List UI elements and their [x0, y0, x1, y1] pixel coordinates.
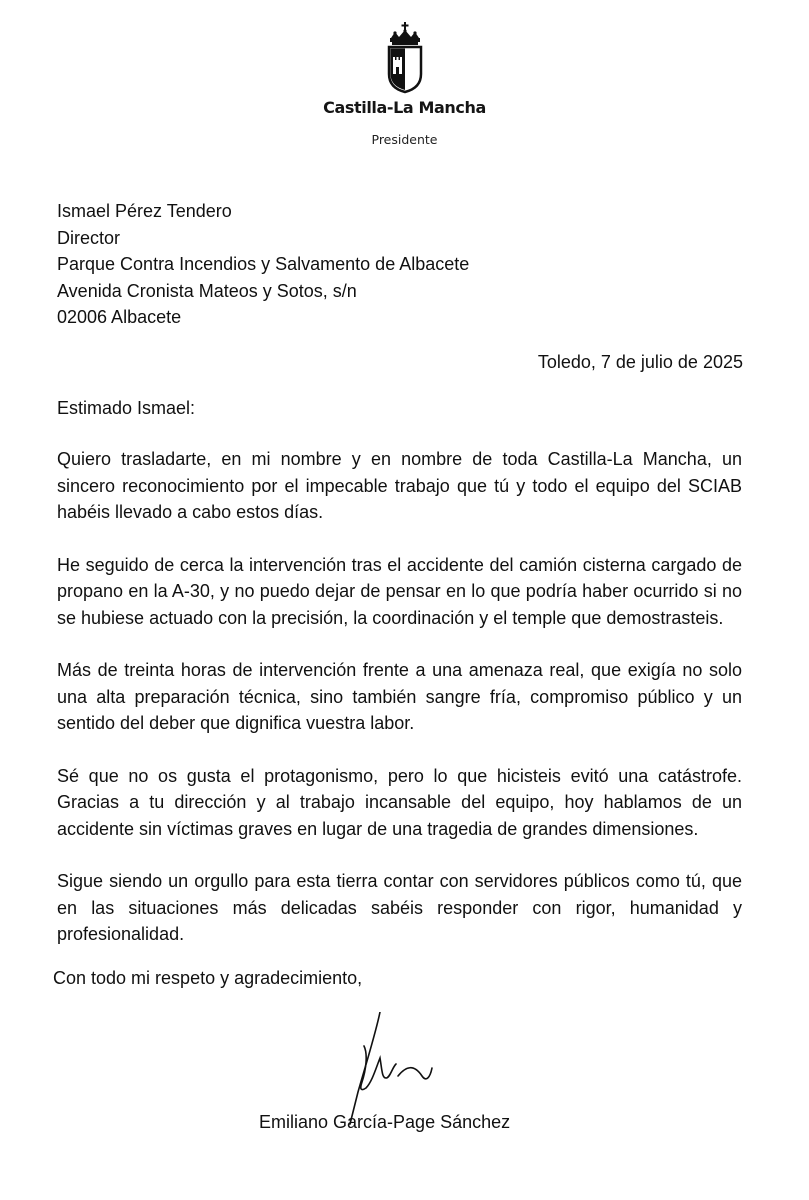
body-paragraph: Quiero trasladarte, en mi nombre y en nombre de toda Castilla-La Mancha, un sincero reconocimiento por el impecable trabajo que tú y todo el equipo del SCIAB habéis llevado a cabo estos días. — [57, 449, 742, 522]
letter-date: Toledo, 7 de julio de 2025 — [537, 352, 743, 372]
organization-role: Presidente — [371, 132, 438, 147]
recipient-name: Ismael Pérez Tendero — [57, 201, 232, 221]
castilla-la-mancha-crest-logo — [383, 22, 427, 94]
salutation: Estimado Ismael: — [57, 398, 196, 418]
recipient-city: 02006 Albacete — [57, 307, 182, 327]
recipient-title: Director — [57, 227, 121, 248]
body-paragraph: Sigue siendo un orgullo para esta tierra contar con servidores públicos como tú, que en las situaciones más delicadas sabéis responder con rigor, humanidad y profesionalidad. — [57, 871, 742, 944]
recipient-street: Avenida Cronista Mateos y Sotos, s/n — [57, 280, 357, 301]
recipient-institution: Parque Contra Incendios y Salvamento de Albacete — [57, 254, 470, 274]
letter-body — [57, 446, 742, 974]
recipient-address-block — [57, 198, 469, 331]
body-paragraph: Más de treinta horas de intervención frente a una amenaza real, que exigía no solo una alta preparación técnica, sino también sangre fría, compromiso público y un sentido del deber que dignifica vuestra labor. — [57, 660, 742, 733]
body-paragraph: He seguido de cerca la intervención tras el accidente del camión cisterna cargado de propano en la A-30, y no puedo dejar de pensar en lo que podría haber ocurrido si no se hubiese actuado con la precisión, la coordinación y el temple que demostrasteis. — [57, 554, 742, 628]
body-paragraph: Sé que no os gusta el protagonismo, pero lo que hicisteis evitó una catástrofe. Gracias a tu dirección y al trabajo incansable del equipo, hoy hablamos de un accidente sin víctimas graves en lugar de una tragedia de grandes dimensiones. — [57, 765, 742, 839]
organization-name: Castilla-La Mancha — [323, 98, 486, 117]
signer-name: Emiliano García-Page Sánchez — [259, 1112, 511, 1132]
letterhead — [0, 22, 809, 147]
closing-line: Con todo mi respeto y agradecimiento, — [53, 968, 363, 988]
